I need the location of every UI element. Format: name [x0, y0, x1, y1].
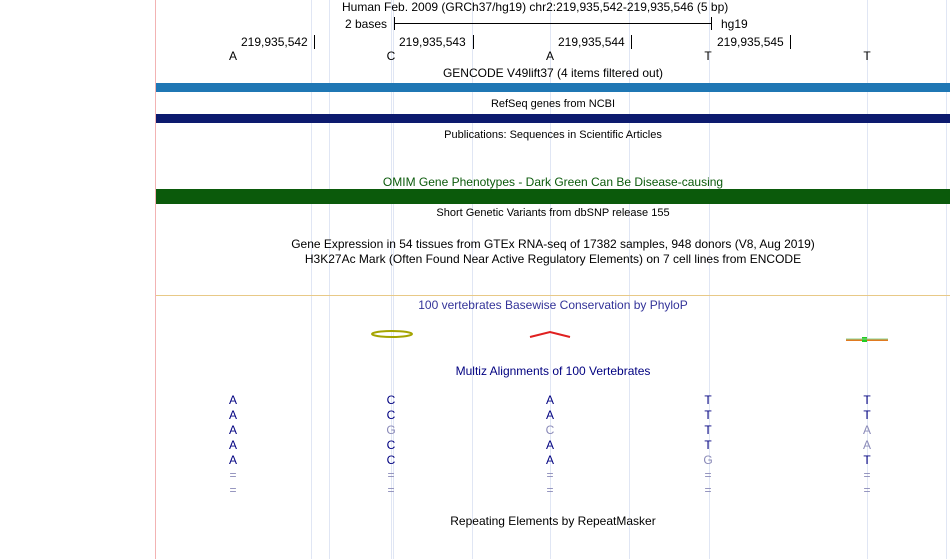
- alignment-base: =: [229, 483, 237, 497]
- track-label-pane: [0, 0, 155, 559]
- alignment-base: =: [546, 468, 554, 482]
- coord-label: 219,935,544: [558, 35, 625, 49]
- alignment-base: A: [228, 408, 237, 422]
- alignment-base: =: [387, 483, 395, 497]
- reference-base: A: [228, 49, 237, 63]
- alignment-base: A: [228, 438, 237, 452]
- scale-value: 2 bases: [345, 17, 388, 31]
- assembly-label: hg19: [721, 17, 748, 31]
- h3k27ac-track-title: H3K27Ac Mark (Often Found Near Active Regulatory Elements) on 7 cell lines from ENCODE: [304, 252, 802, 266]
- alignment-base: C: [545, 423, 555, 437]
- multiz-track-title: Multiz Alignments of 100 Vertebrates: [455, 364, 651, 378]
- gencode-track-title: GENCODE V49lift37 (4 items filtered out): [442, 66, 664, 80]
- alignment-base: =: [546, 483, 554, 497]
- alignment-base: =: [704, 468, 712, 482]
- alignment-base: T: [704, 408, 712, 422]
- alignment-base: A: [545, 408, 554, 422]
- alignment-base: A: [545, 393, 554, 407]
- reference-base: C: [386, 49, 396, 63]
- alignment-base: T: [704, 393, 712, 407]
- coord-tick: [473, 35, 474, 49]
- alignment-base: A: [228, 393, 237, 407]
- coord-label: 219,935,543: [399, 35, 466, 49]
- alignment-base: T: [704, 438, 712, 452]
- reference-base: T: [704, 49, 712, 63]
- alignment-base: =: [387, 468, 395, 482]
- alignment-base: =: [229, 468, 237, 482]
- alignment-base: C: [386, 393, 396, 407]
- alignment-base: A: [228, 423, 237, 437]
- phylop-graph[interactable]: [156, 325, 950, 350]
- coord-tick: [631, 35, 632, 49]
- repeatmasker-track-title: Repeating Elements by RepeatMasker: [450, 514, 656, 528]
- alignment-base: =: [863, 468, 871, 482]
- publications-track-title: Publications: Sequences in Scientific Articles: [444, 129, 662, 141]
- alignment-base: A: [228, 453, 237, 467]
- alignment-base: A: [545, 438, 554, 452]
- alignment-base: T: [704, 423, 712, 437]
- reference-base: T: [863, 49, 871, 63]
- alignment-base: A: [862, 438, 871, 452]
- coord-tick: [314, 35, 315, 49]
- phylop-mark: [372, 331, 412, 337]
- omim-track-title: OMIM Gene Phenotypes - Dark Green Can Be Disease-causing: [382, 175, 724, 189]
- gencode-gene-bar[interactable]: [156, 83, 950, 92]
- alignment-base: C: [386, 438, 396, 452]
- alignment-base: T: [863, 408, 871, 422]
- coord-label: 219,935,542: [241, 35, 308, 49]
- refseq-gene-bar[interactable]: [156, 114, 950, 123]
- alignment-base: =: [704, 483, 712, 497]
- coord-label: 219,935,545: [717, 35, 784, 49]
- alignment-base: C: [386, 453, 396, 467]
- coord-tick: [790, 35, 791, 49]
- phylop-mark: [530, 332, 570, 337]
- alignment-base: T: [863, 453, 871, 467]
- dbsnp-track-title: Short Genetic Variants from dbSNP release 155: [436, 207, 670, 219]
- alignment-base: T: [863, 393, 871, 407]
- alignment-base: G: [703, 453, 713, 467]
- phylop-track-title: 100 vertebrates Basewise Conservation by PhyloP: [418, 298, 688, 312]
- alignment-base: =: [863, 483, 871, 497]
- refseq-track-title: RefSeq genes from NCBI: [490, 98, 616, 110]
- reference-base: A: [545, 49, 554, 63]
- alignment-base: G: [386, 423, 396, 437]
- gtex-track-title: Gene Expression in 54 tissues from GTEx RNA-seq of 17382 samples, 948 donors (V8, Aug 2019): [291, 237, 815, 251]
- window-position-value: Human Feb. 2009 (GRCh37/hg19) chr2:219,935,542-219,935,546 (5 bp): [342, 0, 729, 14]
- omim-gene-bar[interactable]: [156, 189, 950, 204]
- alignment-base: C: [386, 408, 396, 422]
- alignment-base: A: [545, 453, 554, 467]
- alignment-base: A: [862, 423, 871, 437]
- phylop-top-line: [156, 295, 950, 296]
